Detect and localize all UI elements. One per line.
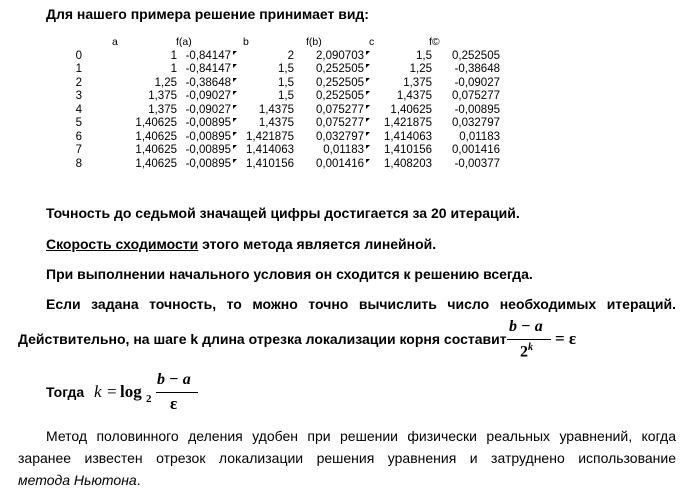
table-cell: 1,25 [409, 63, 432, 75]
table-cell: -0,84147 [185, 63, 231, 75]
table-cell: -0,09027 [454, 76, 500, 89]
table-cell: -0,38648 [185, 76, 231, 89]
table-cell: -0,00895 [185, 130, 231, 143]
newton-method-link[interactable]: метода Ньютона [18, 472, 137, 488]
table-cell: 0,001416 [452, 144, 500, 156]
table-cell: 0,252505 [316, 76, 364, 89]
table-cell: 0,075277 [452, 90, 500, 102]
formula2-numerator: b − a [157, 371, 191, 388]
table-row [64, 63, 654, 77]
table-cell: 0,01183 [459, 130, 500, 143]
table-cell: 1,4375 [258, 103, 294, 116]
table-cell: 1,375 [148, 103, 177, 116]
row-index-cell: 7 [75, 144, 82, 156]
table-cell: 1,375 [403, 76, 432, 89]
convergence-rate-link[interactable]: Скорость сходимости [46, 236, 199, 252]
table-row [64, 77, 654, 91]
table-cell: 0,252505 [316, 63, 364, 75]
table-cell: 0,01183 [323, 144, 364, 156]
intro-text: Для нашего примера решение принимает вид: [46, 6, 369, 22]
formula2-k: k [94, 382, 102, 401]
iteration-table [64, 36, 654, 171]
header-fc: f© [429, 36, 440, 48]
table-row [64, 50, 654, 64]
table-cell: -0,00377 [454, 157, 500, 170]
row-index-cell: 6 [75, 130, 82, 143]
table-cell: 1,5 [278, 90, 294, 102]
row-index-cell: 0 [75, 49, 82, 62]
table-cell: 1,40625 [135, 144, 177, 156]
table-body [64, 50, 654, 172]
table-row [64, 144, 654, 158]
table-cell: 0,252505 [316, 90, 364, 102]
table-cell: 1,414063 [384, 130, 432, 143]
formula-interval-length [505, 318, 595, 370]
table-cell: -0,09027 [185, 103, 231, 116]
paragraph-bisection-line3 [18, 472, 141, 488]
table-cell: 0,075277 [316, 103, 364, 116]
table-cell: 1,40625 [390, 103, 432, 116]
header-b: b [243, 36, 249, 48]
table-row [64, 104, 654, 118]
table-row [64, 131, 654, 145]
header-a: a [112, 36, 118, 48]
table-header-row [64, 36, 654, 50]
formula2-base: 2 [146, 393, 152, 405]
table-cell: 1,410156 [384, 144, 432, 156]
table-row [64, 90, 654, 104]
table-cell: 1,414063 [246, 144, 294, 156]
table-row [64, 117, 654, 131]
formula1-denominator: 2$^k$ [520, 342, 533, 361]
table-cell: -0,09027 [185, 90, 231, 102]
formula1-numerator: b − a [509, 318, 543, 335]
paragraph-precision-line1: Если задана точность, то можно точно вычислить число необходимых итераций. [46, 296, 676, 312]
header-fa: f(a) [176, 36, 192, 48]
row-index-cell: 5 [75, 117, 82, 129]
paragraph-then [46, 370, 246, 420]
paragraph-bisection-line2: заранее известен отрезок локализации решения уравнения и затруднено использование [18, 450, 676, 466]
then-label: Тогда [46, 384, 85, 400]
row-index-cell: 8 [75, 157, 82, 170]
table-cell: 1 [170, 49, 177, 62]
table-cell: 0,001416 [316, 157, 364, 170]
table-cell: 1,375 [148, 90, 177, 102]
formula2-denominator: ε [170, 394, 178, 413]
table-cell: 2 [287, 49, 294, 62]
formula1-fraction-bar [507, 339, 551, 340]
row-index-cell: 3 [75, 90, 82, 102]
table-cell: 1,5 [278, 63, 294, 75]
table-cell: 1,40625 [135, 157, 177, 170]
table-cell: -0,84147 [185, 49, 231, 62]
paragraph-bisection-line1: Метод половинного деления удобен при решении физически реальных уравнений, когда [46, 428, 676, 444]
formula2-log: log [120, 382, 142, 401]
table-cell: 1 [170, 63, 177, 75]
paragraph-always-converges: При выполнении начального условия он сходится к решению всегда. [46, 266, 533, 282]
formula1-rhs: = ε [555, 329, 577, 348]
row-index-cell: 1 [75, 63, 82, 75]
header-c: c [369, 36, 375, 48]
table-cell: -0,38648 [454, 63, 500, 75]
table-cell: -0,00895 [185, 157, 231, 170]
table-cell: 1,421875 [384, 117, 432, 129]
paragraph-accuracy: Точность до седьмой значащей цифры достигается за 20 итераций. [46, 205, 520, 221]
table-cell: 1,410156 [246, 157, 294, 170]
table-cell: 1,4375 [258, 117, 294, 129]
table-cell: 1,4375 [396, 90, 432, 102]
table-cell: -0,00895 [454, 103, 500, 116]
convergence-rest: этого метода является линейной. [198, 236, 437, 252]
table-cell: 0,075277 [316, 117, 364, 129]
table-cell: 1,5 [416, 49, 432, 62]
paragraph-convergence [46, 236, 436, 252]
table-cell: 0,032797 [316, 130, 364, 143]
table-cell: 1,421875 [246, 130, 294, 143]
table-cell: 1,40625 [135, 117, 177, 129]
table-row [64, 158, 654, 172]
row-index-cell: 4 [75, 103, 82, 116]
header-fb: f(b) [306, 36, 322, 48]
table-cell: 2,090703 [316, 49, 364, 62]
table-cell: -0,00895 [185, 117, 231, 129]
table-cell: -0,00895 [185, 144, 231, 156]
line3-end: . [136, 472, 141, 488]
row-index-cell: 2 [75, 76, 82, 89]
table-cell: 0,032797 [452, 117, 500, 129]
formula2-eq: = [107, 382, 117, 401]
table-cell: 1,408203 [384, 157, 432, 170]
paragraph-precision-line2: Действительно, на шаге k длина отрезка локализации корня составит [18, 331, 507, 347]
table-cell: 1,5 [278, 76, 294, 89]
table-cell: 1,25 [154, 76, 177, 89]
table-cell: 0,252505 [452, 49, 500, 62]
table-cell: 1,40625 [135, 130, 177, 143]
